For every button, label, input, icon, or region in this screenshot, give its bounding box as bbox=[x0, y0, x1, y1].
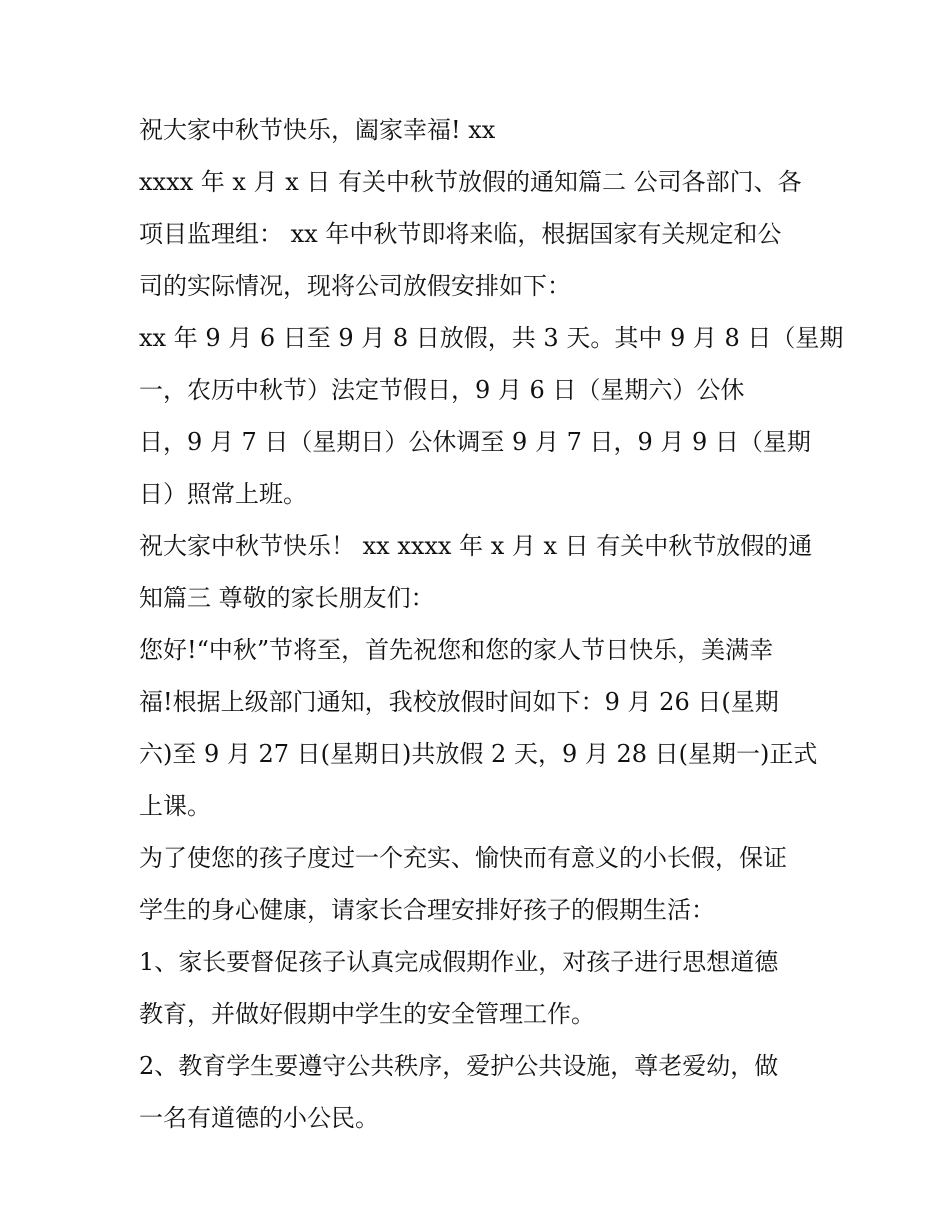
text-line: 1、家长要督促孩子认真完成假期作业，对孩子进行思想道德 bbox=[139, 948, 779, 976]
text-line: 祝大家中秋节快乐！ xx xxxx 年 x 月 x 日 有关中秋节放假的通 bbox=[139, 532, 813, 560]
text-line: 一名有道德的小公民。 bbox=[139, 1104, 379, 1132]
text-line: 祝大家中秋节快乐，阖家幸福! xx bbox=[139, 116, 496, 144]
text-line: 司的实际情况，现将公司放假安排如下： bbox=[139, 272, 571, 300]
text-line: 2、教育学生要遵守公共秩序，爱护公共设施，尊老爱幼，做 bbox=[139, 1052, 779, 1080]
text-line: 日）照常上班。 bbox=[139, 480, 307, 508]
text-line: 知篇三 尊敬的家长朋友们： bbox=[139, 584, 435, 612]
text-line: xx 年 9 月 6 日至 9 月 8 日放假，共 3 天。其中 9 月 8 日（星期 bbox=[139, 324, 844, 352]
text-line: 为了使您的孩子度过一个充实、愉快而有意义的小长假，保证 bbox=[139, 844, 787, 872]
text-line: 上课。 bbox=[139, 792, 211, 820]
text-line: 项目监理组： xx 年中秋节即将来临，根据国家有关规定和公 bbox=[139, 220, 782, 248]
text-line: 六)至 9 月 27 日(星期日)共放假 2 天，9 月 28 日(星期一)正式 bbox=[139, 740, 818, 768]
text-line: xxxx 年 x 月 x 日 有关中秋节放假的通知篇二 公司各部门、各 bbox=[139, 168, 802, 196]
text-line: 一，农历中秋节）法定节假日，9 月 6 日（星期六）公休 bbox=[139, 376, 745, 404]
text-line: 学生的身心健康，请家长合理安排好孩子的假期生活： bbox=[139, 896, 715, 924]
document-body bbox=[139, 104, 844, 1144]
text-line: 教育，并做好假期中学生的安全管理工作。 bbox=[139, 1000, 595, 1028]
text-line: 福!根据上级部门通知，我校放假时间如下：9 月 26 日(星期 bbox=[139, 688, 779, 716]
text-line: 日，9 月 7 日（星期日）公休调至 9 月 7 日，9 月 9 日（星期 bbox=[139, 428, 811, 456]
text-line: 您好!“中秋”节将至，首先祝您和您的家人节日快乐，美满幸 bbox=[139, 636, 774, 664]
